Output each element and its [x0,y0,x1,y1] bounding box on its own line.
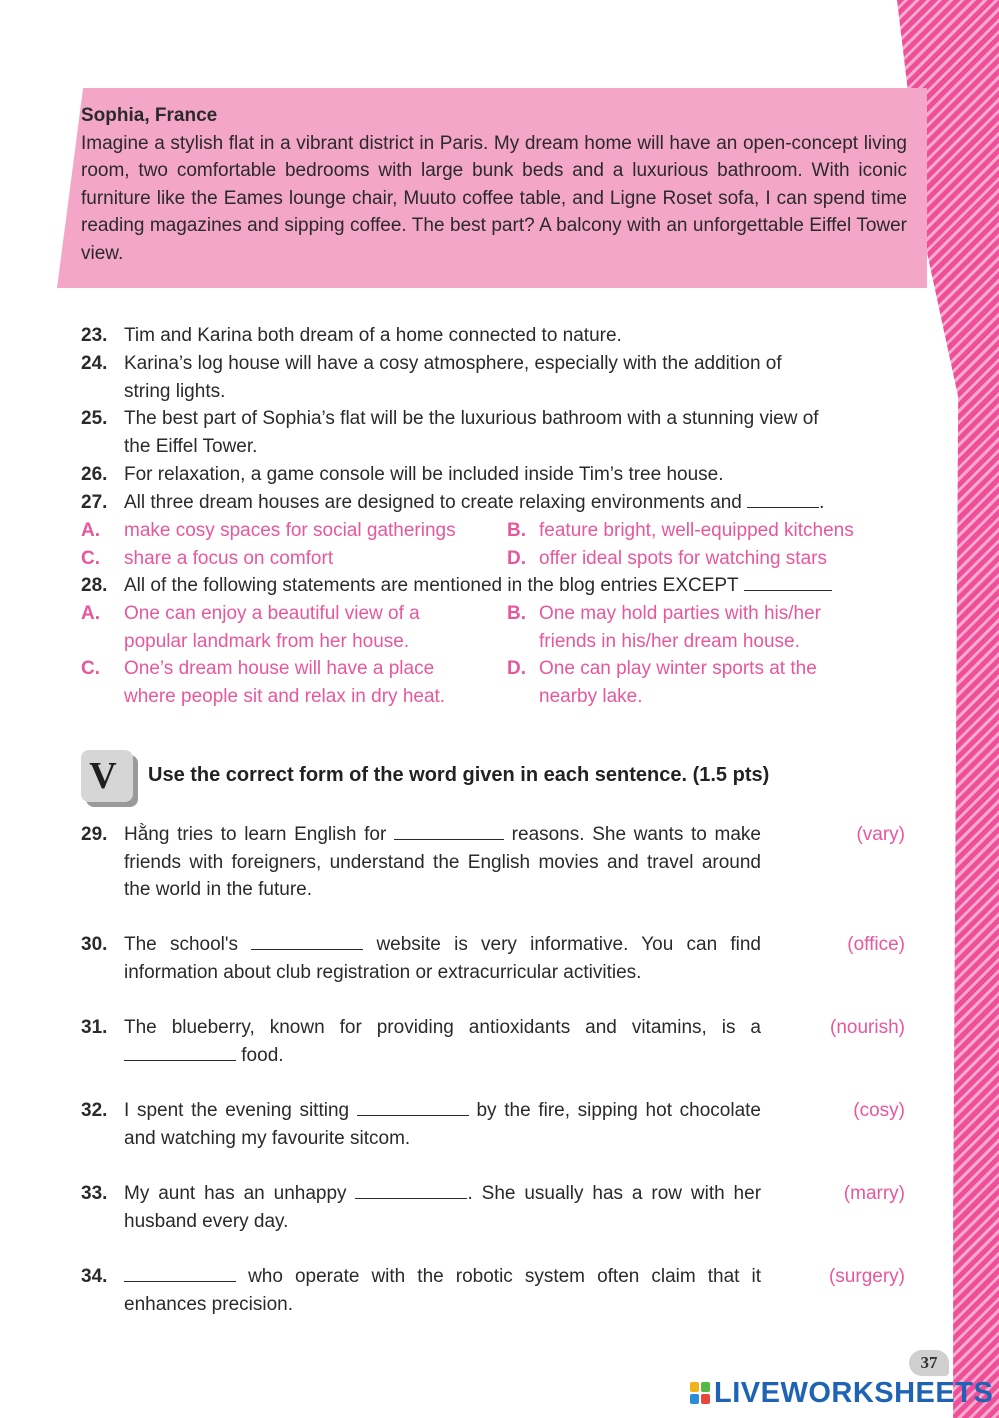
word-hint: (office) [847,934,905,955]
answer-blank[interactable] [357,1097,469,1116]
question-30: 30. The school's website is very informative. You can find information about club registration or extracurricular activities. (office) [81,931,905,987]
reading-author: Sophia, France [81,105,218,126]
word-hint: (vary) [856,824,905,845]
brand-name: LIVEWORKSHEETS [714,1376,994,1409]
question-33: 33. My aunt has an unhappy . She usually has a row with her husband every day. (marry) [81,1180,905,1236]
answer-blank[interactable] [394,821,504,840]
brand-footer [690,1378,993,1408]
answer-blank[interactable] [747,489,819,508]
word-hint: (nourish) [830,1017,905,1038]
page-number: 37 [909,1350,949,1376]
answer-blank[interactable] [251,931,363,950]
answer-blank[interactable] [124,1042,236,1061]
reading-body: Imagine a stylish flat in a vibrant district in Paris. My dream home will have an open-concept living room, two comfortable bedrooms with large bunk beds and a luxurious bathroom. With iconic furniture like the Eames lounge chair, Muuto coffee table, and Ligne Roset sofa, I can spend time reading magazines and sipping coffee. The best part? A balcony with an unforgettable Eiffel Tower view. [81,132,907,264]
word-hint: (surgery) [828,1266,905,1287]
question-34: 34. who operate with the robotic system often claim that it enhances precision. (surgery) [81,1263,905,1319]
word-hint: (marry) [843,1183,905,1204]
question-32: 32. I spent the evening sitting by the fire, sipping hot chocolate and watching my favourite sitcom. (cosy) [81,1097,905,1153]
answer-blank[interactable] [355,1180,467,1199]
question-29: 29. Hằng tries to learn English for reasons. She wants to make friends with foreigners, understand the English movies and travel around the world in the future. (vary) [81,821,905,905]
answer-blank[interactable] [124,1263,236,1282]
liveworksheets-logo-icon [690,1382,710,1404]
section-badge: V [81,750,133,802]
answer-blank[interactable] [744,572,832,591]
reading-passage [81,102,907,268]
question-31: 31. The blueberry, known for providing antioxidants and vitamins, is a food. (nourish) [81,1014,905,1070]
section-title: Use the correct form of the word given in each sentence. (1.5 pts) [148,764,770,786]
word-hint: (cosy) [853,1100,905,1121]
